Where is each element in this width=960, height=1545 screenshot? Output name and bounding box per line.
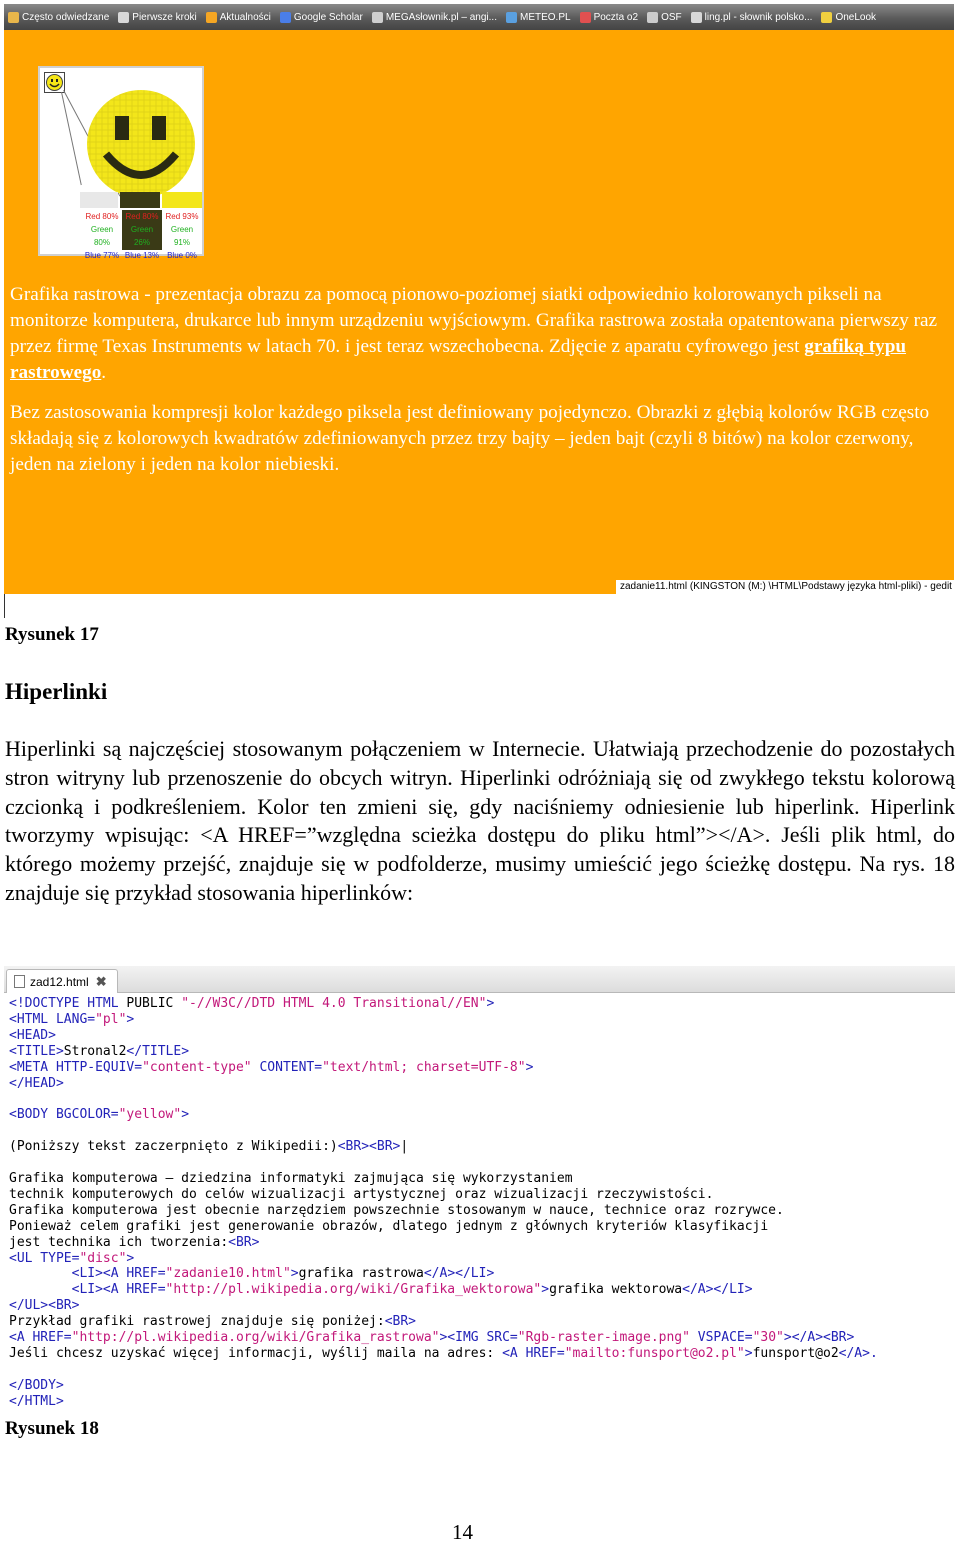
code-token: "30" [752,1330,784,1346]
raster-article-text [10,282,950,492]
code-line [9,1139,878,1155]
code-token: "Rgb-raster-image.png" [517,1330,690,1346]
bookmarks-toolbar [4,4,954,30]
code-line [9,1251,878,1267]
code-token: <TITLE> [9,1043,64,1059]
code-line [9,1107,878,1123]
code-line [9,1171,878,1187]
code-token: > [525,1059,534,1075]
code-token: > [126,1011,135,1027]
code-token [9,1266,72,1281]
figure-17-caption: Rysunek 17 [5,624,99,645]
code-line [9,1235,878,1251]
mail-icon [580,12,591,23]
green-value: Green 80% [90,225,114,247]
code-token: > [486,996,495,1011]
rgb-value-cell [122,210,162,260]
code-token: Grafika komputerowa jest obecnie narzędziem powszechnie stosowanym w nauce, technice oraz rozrywce. [9,1202,784,1218]
code-view[interactable] [9,996,878,1410]
google-icon [280,12,291,23]
code-token: </HTML> [9,1393,64,1409]
code-token: ><IMG SRC= [439,1330,518,1346]
star-icon [8,12,19,23]
divider-line [4,594,5,618]
bookmark-label: Google Scholar [293,11,363,23]
bookmark-label: Często odwiedzane [22,11,110,23]
section-heading: Hiperlinki [5,679,108,704]
code-line [9,1203,878,1219]
blue-value: Blue 13% [124,251,160,260]
code-line [9,1378,878,1394]
pixelated-smiley-icon [78,88,204,208]
code-token: funsport@o2 [752,1345,839,1361]
code-token: VSPACE= [689,1330,753,1346]
code-line [9,1091,878,1107]
rgb-values-grid [82,210,202,260]
editor-tab[interactable] [6,969,118,993]
bookmark-label: METEO.PL [520,11,571,23]
blue-value: Blue 77% [84,251,120,260]
code-token: > [744,1345,753,1361]
code-token: </A></LI> [423,1266,495,1282]
bookmark-label: Aktualności [219,11,271,23]
bookmark-item[interactable] [118,12,196,23]
osf-icon [647,12,658,23]
bookmark-label: Poczta o2 [593,11,639,23]
bookmark-item[interactable] [580,12,638,23]
figure-17-screenshot [4,4,954,594]
code-token: <BR><BR> [337,1139,401,1155]
code-token: jest technika ich tworzenia: [9,1234,229,1250]
page-icon [118,12,129,23]
code-line [9,1044,878,1060]
code-token: <BR> [228,1234,260,1250]
code-token: "-//W3C//DTD HTML 4.0 Transitional//EN" [181,996,487,1011]
bookmark-item[interactable] [8,12,109,23]
code-token: "zadanie10.html" [165,1266,291,1282]
code-line [9,1219,878,1235]
code-token: "content-type" [142,1059,252,1075]
bookmark-item[interactable] [506,12,571,23]
code-token: > [181,1107,190,1123]
code-line [9,1187,878,1203]
code-token: <LI><A HREF= [71,1266,166,1282]
rgb-value-cell [162,210,202,260]
body-paragraph: Hiperlinki są najczęściej stosowanym połączeniem w Internecie. Ułatwiają przechodzenie do pozostałych stron witryny lub przenoszenie do obcych witryn. Hiperlinki odróżniają się od zwykłego tekstu kolorową czcionką i podkreśleniem. Kolor ten zmieni się, gdy naciśniemy odniesienie lub hiperlink. Hiperlink tworzymy wpisując: <A HREF=”względna scieżka dostępu do pliku html”></A>. Jeśli plik html, do którego możemy przejść, znajduje się w podfolderze, musimy umieścić jego ścieżkę dostępu. Na rys. 18 znajduje się przykład stosowania hiperlinków: [5,736,955,905]
code-token: "disc" [79,1250,127,1266]
code-token: > [126,1250,135,1266]
code-token: </TITLE> [126,1043,190,1059]
raster-paragraph-2: Bez zastosowania kompresji kolor każdego piksela jest definiowany pojedynczo. Obrazki z głębią kolorów RGB często składają się z kolorowych kwadratów zdefiniowanych przez trzy bajty – jeden bajt (czyli 8 bitów) na kolor czerwony, jeden na zielony i jeden na kolor niebieski. [10,402,930,475]
red-value: Red 80% [125,212,159,221]
code-token: "mailto:funsport@o2.pl" [564,1345,745,1361]
rss-icon [206,12,217,23]
code-token: <!DOCTYPE HTML [9,996,127,1011]
bookmark-item[interactable] [372,12,497,23]
code-token: </A>. [838,1345,878,1361]
bookmark-label: ling.pl - słownik polsko... [704,11,813,23]
code-token: | [400,1139,409,1155]
rgb-raster-image[interactable] [38,66,204,260]
code-line [9,1060,878,1076]
red-value: Red 93% [165,212,199,221]
bookmark-item[interactable] [691,12,813,23]
code-token: grafika wektorowa [549,1282,683,1298]
raster-link[interactable]: grafiką typu rastrowego [10,336,907,383]
close-tab-icon[interactable]: ✖ [95,973,107,989]
code-token: Ponieważ celem grafiki jest generowanie obrazów, dlatego jednym z głównych kryteriów klasyfikacji [9,1218,769,1234]
red-value: Red 80% [85,212,119,221]
code-token: technik komputerowych do celów wizualizacji artystycznej oraz wizualizacji rzeczywistości. [9,1186,714,1202]
code-token: > [290,1266,299,1282]
code-token: CONTENT= [251,1059,323,1075]
code-token: (Poniższy tekst zaczerpnięto z Wikipedii:) [9,1139,338,1155]
page-icon [691,12,702,23]
code-line [9,1362,878,1378]
code-token: </UL><BR> [9,1298,80,1314]
code-line [9,1028,878,1044]
code-token: <A HREF= [502,1345,565,1361]
raster-paragraph-1: Grafika rastrowa - prezentacja obrazu za pomocą pionowo-poziomej siatki odpowiednio kolorowanych pikseli na monitorze komputera, drukarce lub innym urządzeniu wyjściowym. Grafika rastrowa została opatentowana pierwszy raz przez firmę Texas Instruments w latach 70. i jest teraz wszechobecna. Zdjęcie z aparatu cyfrowego jest grafiką typu rastrowego. [10,284,938,383]
code-token: </BODY> [9,1377,64,1393]
blue-value: Blue 0% [167,251,197,260]
bookmark-item[interactable] [821,12,876,23]
green-value: Green 26% [130,225,154,247]
code-token: <UL TYPE= [9,1250,80,1266]
code-line [9,1394,878,1410]
code-token: grafika rastrowa [298,1266,424,1282]
code-line [9,1123,878,1139]
bookmark-label: MEGAsłownik.pl – angi... [385,11,497,23]
page-number: 14 [452,1520,473,1544]
code-token: <HTML LANG= [9,1011,96,1027]
code-token: <LI><A HREF= [71,1282,166,1298]
smiley-thumbnail-icon [45,73,64,92]
bookmark-item[interactable] [206,12,271,23]
bookmark-label: Pierwsze kroki [132,11,197,23]
code-line [9,1012,878,1028]
code-token: > [541,1282,550,1298]
code-line [9,1155,878,1171]
code-line [9,1282,878,1298]
code-line [9,1298,878,1314]
window-status-bar: zadanie11.html (KINGSTON (M:) \HTML\Podstawy języka html-pliki) - gedit [616,580,954,594]
code-token: "text/html; charset=UTF-8" [322,1059,526,1075]
code-token: </A></LI> [682,1282,753,1298]
bookmark-item[interactable] [647,12,682,23]
rgb-value-cell [82,210,122,260]
onelook-icon [821,12,832,23]
code-line [9,1330,878,1346]
crown-icon [372,12,383,23]
code-line [9,996,878,1012]
bookmark-item[interactable] [280,12,363,23]
code-token: <BR> [384,1314,416,1330]
bookmark-label: OSF [661,11,682,23]
code-token: ></A><BR> [783,1330,855,1346]
document-icon [14,975,25,988]
code-token: PUBLIC [126,996,182,1011]
code-line [9,1346,878,1362]
figure-18-editor [4,966,955,1414]
code-token: Grafika komputerowa – dziedzina informatyki zajmująca się wykorzystaniem [9,1170,573,1186]
figure-18-caption: Rysunek 18 [5,1418,99,1439]
code-line [9,1266,878,1282]
code-token: "yellow" [118,1107,182,1123]
code-token: Stronal2 [63,1043,127,1059]
code-token: "pl" [95,1011,127,1027]
code-token: "http://pl.wikipedia.org/wiki/Grafika_wektorowa" [165,1282,542,1298]
code-token: </HEAD> [9,1075,64,1091]
bookmark-label: OneLook [835,11,877,23]
green-value: Green 91% [170,225,194,247]
code-token: <HEAD> [9,1027,56,1043]
editor-tab-bar [4,966,955,993]
code-token: "http://pl.wikipedia.org/wiki/Grafika_rastrowa" [71,1330,440,1346]
code-line [9,1314,878,1330]
code-token: <META HTTP-EQUIV= [9,1059,143,1075]
code-token: Przykład grafiki rastrowej znajduje się poniżej: [9,1314,385,1330]
icm-icon [506,12,517,23]
code-token: <BODY BGCOLOR= [9,1107,119,1123]
code-token: Jeśli chcesz uzyskać więcej informacji, wyślij maila na adres: [9,1345,503,1361]
code-token: <A HREF= [9,1330,72,1346]
code-line [9,1076,878,1092]
code-token [9,1282,72,1297]
tab-label: zad12.html [30,974,89,989]
